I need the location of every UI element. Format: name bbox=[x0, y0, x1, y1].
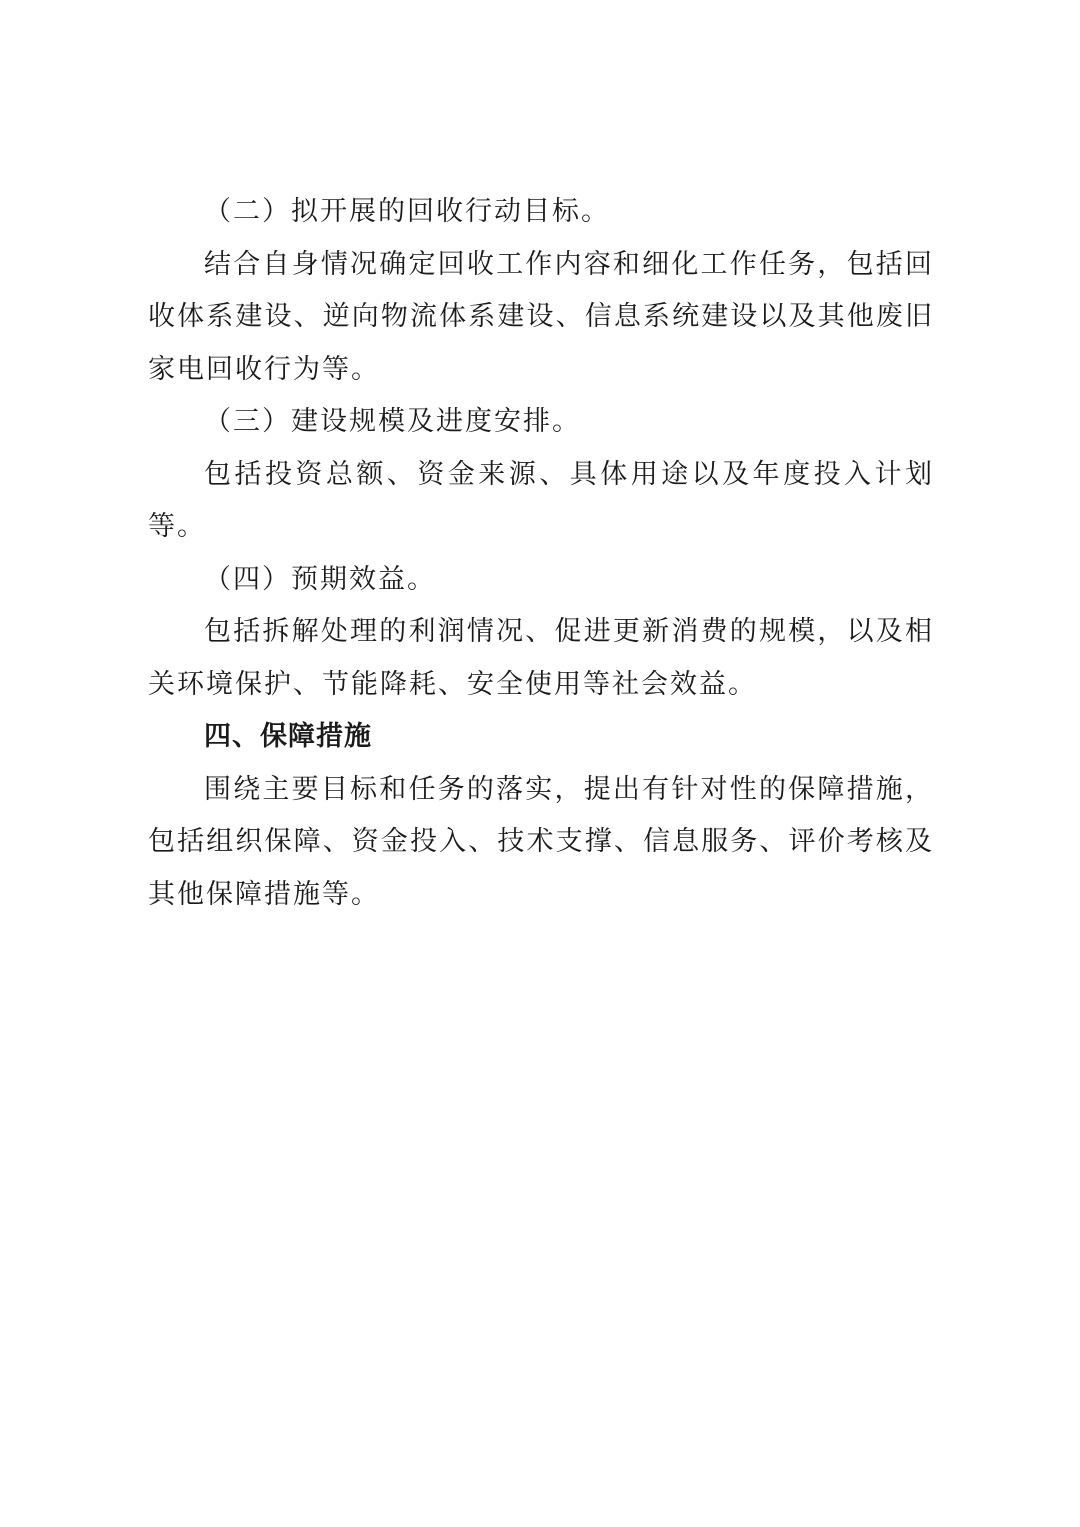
subheading-goals: （二）拟开展的回收行动目标。 bbox=[204, 196, 610, 227]
subheading-scale-schedule: （三）建设规模及进度安排。 bbox=[204, 406, 581, 437]
heading-safeguard-measures: 四、保障措施 bbox=[204, 721, 372, 752]
paragraph-expected-benefits: 包括拆解处理的利润情况、促进更新消费的规模，以及相关环境保护、节能降耗、安全使用等社会效益。 bbox=[148, 616, 934, 700]
paragraph-safeguard-measures: 围绕主要目标和任务的落实，提出有针对性的保障措施，包括组织保障、资金投入、技术支撑、信息服务、评价考核及其他保障措施等。 bbox=[148, 773, 934, 910]
paragraph-scale-schedule: 包括投资总额、资金来源、具体用途以及年度投入计划等。 bbox=[148, 458, 934, 542]
subheading-expected-benefits: （四）预期效益。 bbox=[204, 563, 436, 595]
paragraph-goals: 结合自身情况确定回收工作内容和细化工作任务，包括回收体系建设、逆向物流体系建设、信息系统建设以及其他废旧家电回收行为等。 bbox=[148, 248, 934, 385]
document-body bbox=[148, 186, 934, 921]
